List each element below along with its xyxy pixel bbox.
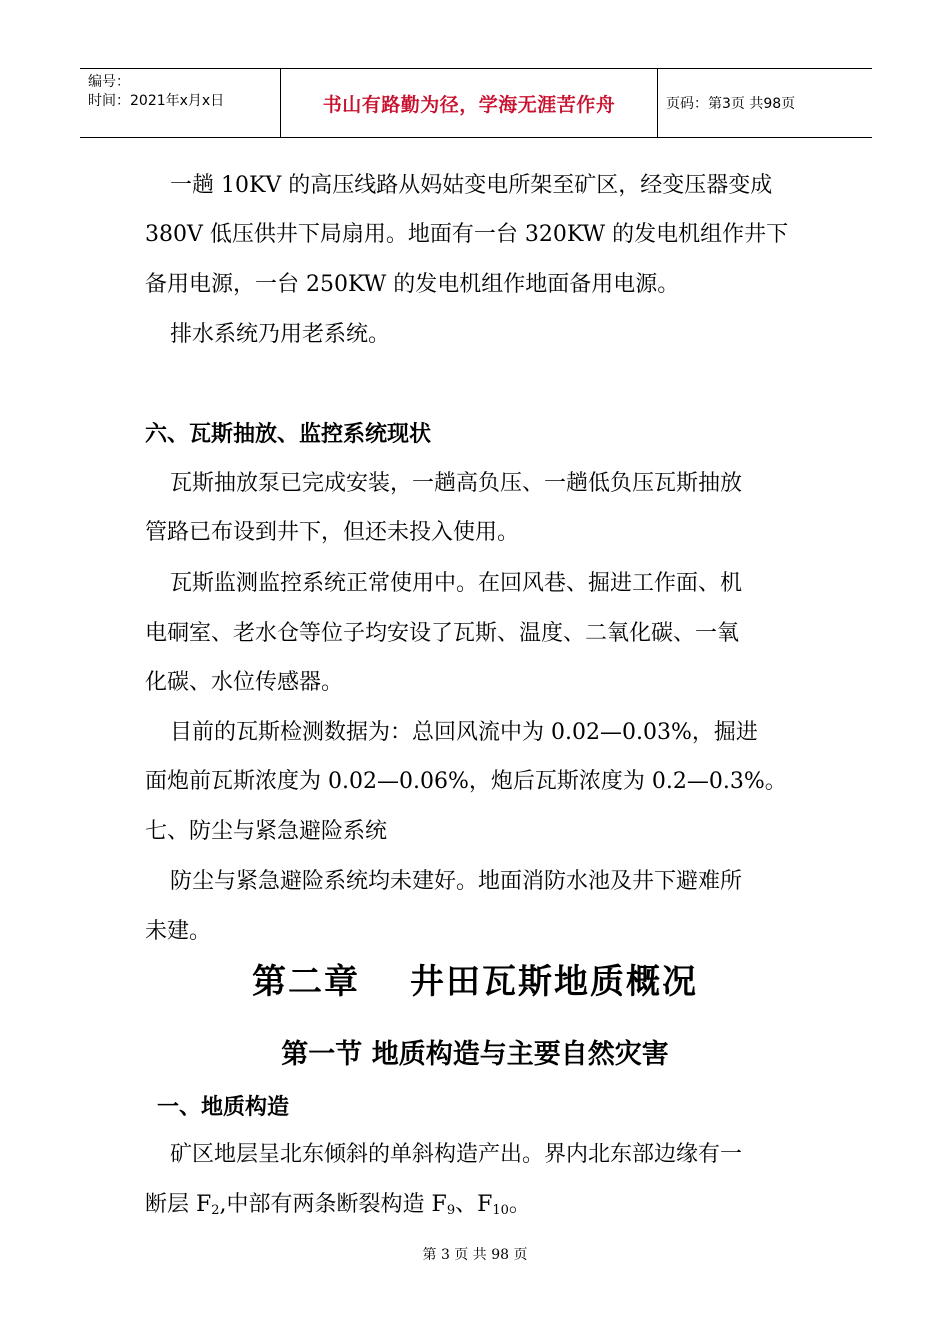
subscript: 9 [446, 1203, 456, 1218]
paragraph-line: 矿区地层呈北东倾斜的单斜构造产出。界内北东部边缘有一 [170, 1142, 743, 1167]
subscript: 2 [211, 1203, 220, 1218]
paragraph-line: 排水系统乃用老系统。 [170, 322, 391, 347]
paragraph-line: 未建。 [145, 919, 212, 944]
subscript: 10 [492, 1203, 509, 1218]
chapter-name: 井田瓦斯地质概况 [410, 962, 698, 1002]
subsection-title: 一、地质构造 [157, 1095, 290, 1120]
paragraph-line: 化碳、水位传感器。 [145, 670, 344, 695]
page-header [80, 68, 872, 138]
page-footer: 第 3 页 共 98 页 [422, 1247, 528, 1263]
paragraph-line: 管路已布设到井下，但还未投入使用。 [145, 520, 520, 545]
section-title: 第一节 地质构造与主要自然灾害 [281, 1039, 669, 1070]
section-heading: 七、防尘与紧急避险系统 [145, 819, 388, 844]
paragraph-line: 瓦斯抽放泵已完成安装，一趟高负压、一趟低负压瓦斯抽放 [170, 471, 743, 496]
paragraph-line: 380V 低压供井下局扇用。地面有一台 320KW 的发电机组作井下 [145, 222, 789, 247]
paragraph-line: 备用电源，一台 250KW 的发电机组作地面备用电源。 [145, 272, 680, 297]
time-label: 时间：2021年x月x日 [88, 93, 225, 109]
paragraph-line: 目前的瓦斯检测数据为：总回风流中为 0.02—0.03%，掘进 [170, 720, 758, 745]
header-page-info: 页码：第3页 共98页 [666, 96, 796, 112]
header-motto: 书山有路勤为径，学海无涯苦作舟 [281, 69, 658, 137]
chapter-title [0, 962, 950, 1002]
header-meta [80, 69, 281, 137]
number-label: 编号： [88, 74, 130, 90]
paragraph-line: 面炮前瓦斯浓度为 0.02—0.06%，炮后瓦斯浓度为 0.2—0.3%。 [145, 769, 787, 794]
paragraph-line: 一趟 10KV 的高压线路从妈姑变电所架至矿区，经变压器变成 [170, 173, 773, 198]
text-run: 、F [455, 1192, 493, 1217]
paragraph-line: 瓦斯监测监控系统正常使用中。在回风巷、掘进工作面、机 [170, 571, 743, 596]
paragraph-line: 防尘与紧急避险系统均未建好。地面消防水池及井下避难所 [170, 869, 743, 894]
section-heading: 六、瓦斯抽放、监控系统现状 [145, 422, 432, 447]
text-run: 。 [508, 1192, 531, 1217]
chapter-number: 第二章 [252, 962, 360, 1002]
text-run: 断层 F [145, 1192, 212, 1217]
paragraph-line: 电硐室、老水仓等位子均安设了瓦斯、温度、二氧化碳、一氧 [145, 621, 740, 646]
paragraph-line [145, 1190, 531, 1226]
text-run: ,中部有两条断裂构造 F [219, 1192, 447, 1217]
